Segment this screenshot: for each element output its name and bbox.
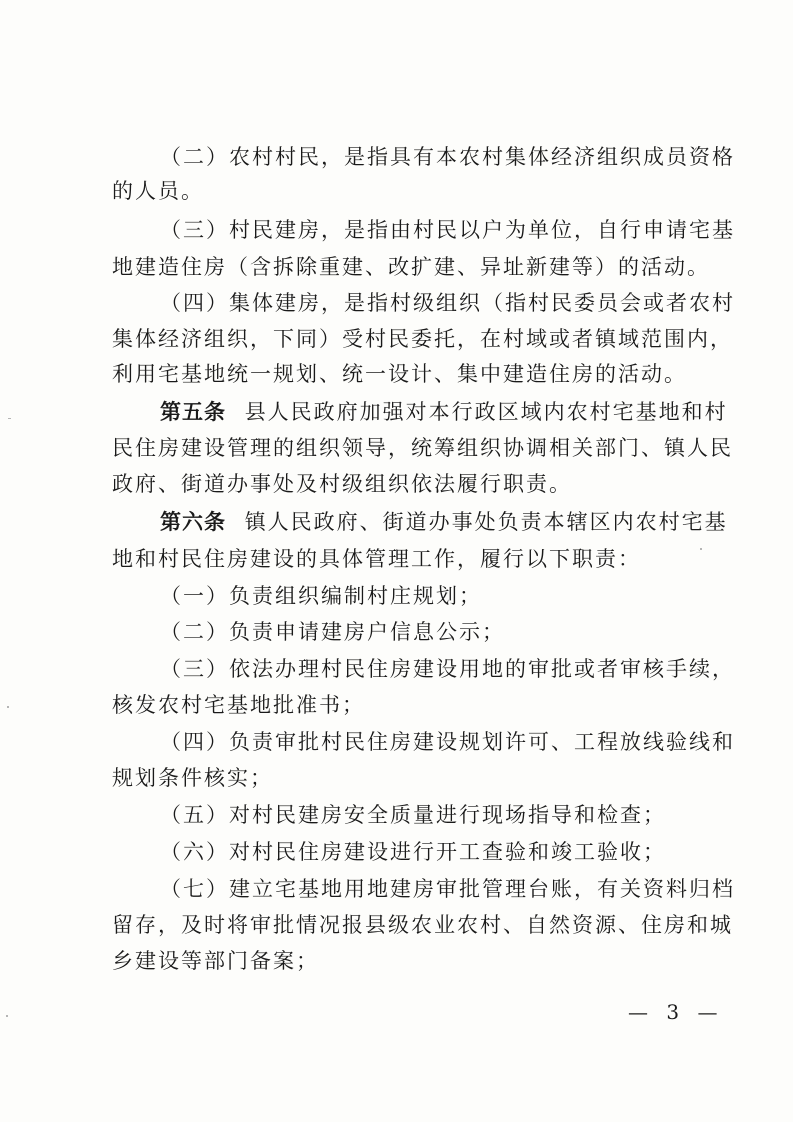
list-item: （一）负责组织编制村庄规划；: [160, 584, 482, 608]
article-line: [160, 508, 728, 536]
page-number: — 3 —: [628, 1000, 724, 1024]
paragraph-line: 集体经济组织，下同）受村民委托，在村域或者镇域范围内，: [112, 327, 733, 351]
article-text: 县人民政府加强对本行政区域内农村宅基地和村: [244, 400, 728, 424]
list-item: （五）对村民建房安全质量进行现场指导和检查；: [160, 803, 666, 827]
paragraph-line: （四）集体建房，是指村级组织（指村民委员会或者农村: [160, 291, 735, 315]
list-item-continuation: 规划条件核实；: [112, 766, 273, 790]
paragraph-line: 地建造住房（含拆除重建、改扩建、异址新建等）的活动。: [112, 255, 710, 279]
article-label: 第六条: [160, 510, 226, 534]
article-line: [160, 398, 728, 426]
list-item: （七）建立宅基地用地建房审批管理台账，有关资料归档: [160, 877, 735, 901]
article-text: 镇人民政府、街道办事处负责本辖区内农村宅基: [244, 510, 728, 534]
paragraph-line: 的人员。: [112, 179, 204, 203]
scan-speck: [6, 1015, 8, 1017]
list-item: （二）负责申请建房户信息公示；: [160, 620, 505, 644]
scan-speck: [700, 548, 702, 550]
list-item: （六）对村民住房建设进行开工查验和竣工验收；: [160, 840, 666, 864]
paragraph-line: 地和村民住房建设的具体管理工作，履行以下职责：: [112, 547, 641, 571]
paragraph-line: （三）村民建房，是指由村民以户为单位，自行申请宅基: [160, 218, 735, 242]
article-label: 第五条: [160, 400, 226, 424]
paragraph-line: （二）农村村民，是指具有本农村集体经济组织成员资格: [160, 145, 735, 169]
list-item-continuation: 留存，及时将审批情况报县级农业农村、自然资源、住房和城: [112, 913, 733, 937]
list-item-continuation: 乡建设等部门备案；: [112, 949, 319, 973]
list-item: （四）负责审批村民住房建设规划许可、工程放线验线和: [160, 730, 735, 754]
paragraph-line: 政府、街道办事处及村级组织依法履行职责。: [112, 472, 572, 496]
list-item-continuation: 核发农村宅基地批准书；: [112, 693, 365, 717]
list-item: （三）依法办理村民住房建设用地的审批或者审核手续，: [160, 657, 735, 681]
scan-speck: [7, 706, 9, 708]
paragraph-line: 利用宅基地统一规划、统一设计、集中建造住房的活动。: [112, 362, 687, 386]
paragraph-line: 民住房建设管理的组织领导，统筹组织协调相关部门、镇人民: [112, 436, 733, 460]
scan-speck: [8, 418, 11, 419]
